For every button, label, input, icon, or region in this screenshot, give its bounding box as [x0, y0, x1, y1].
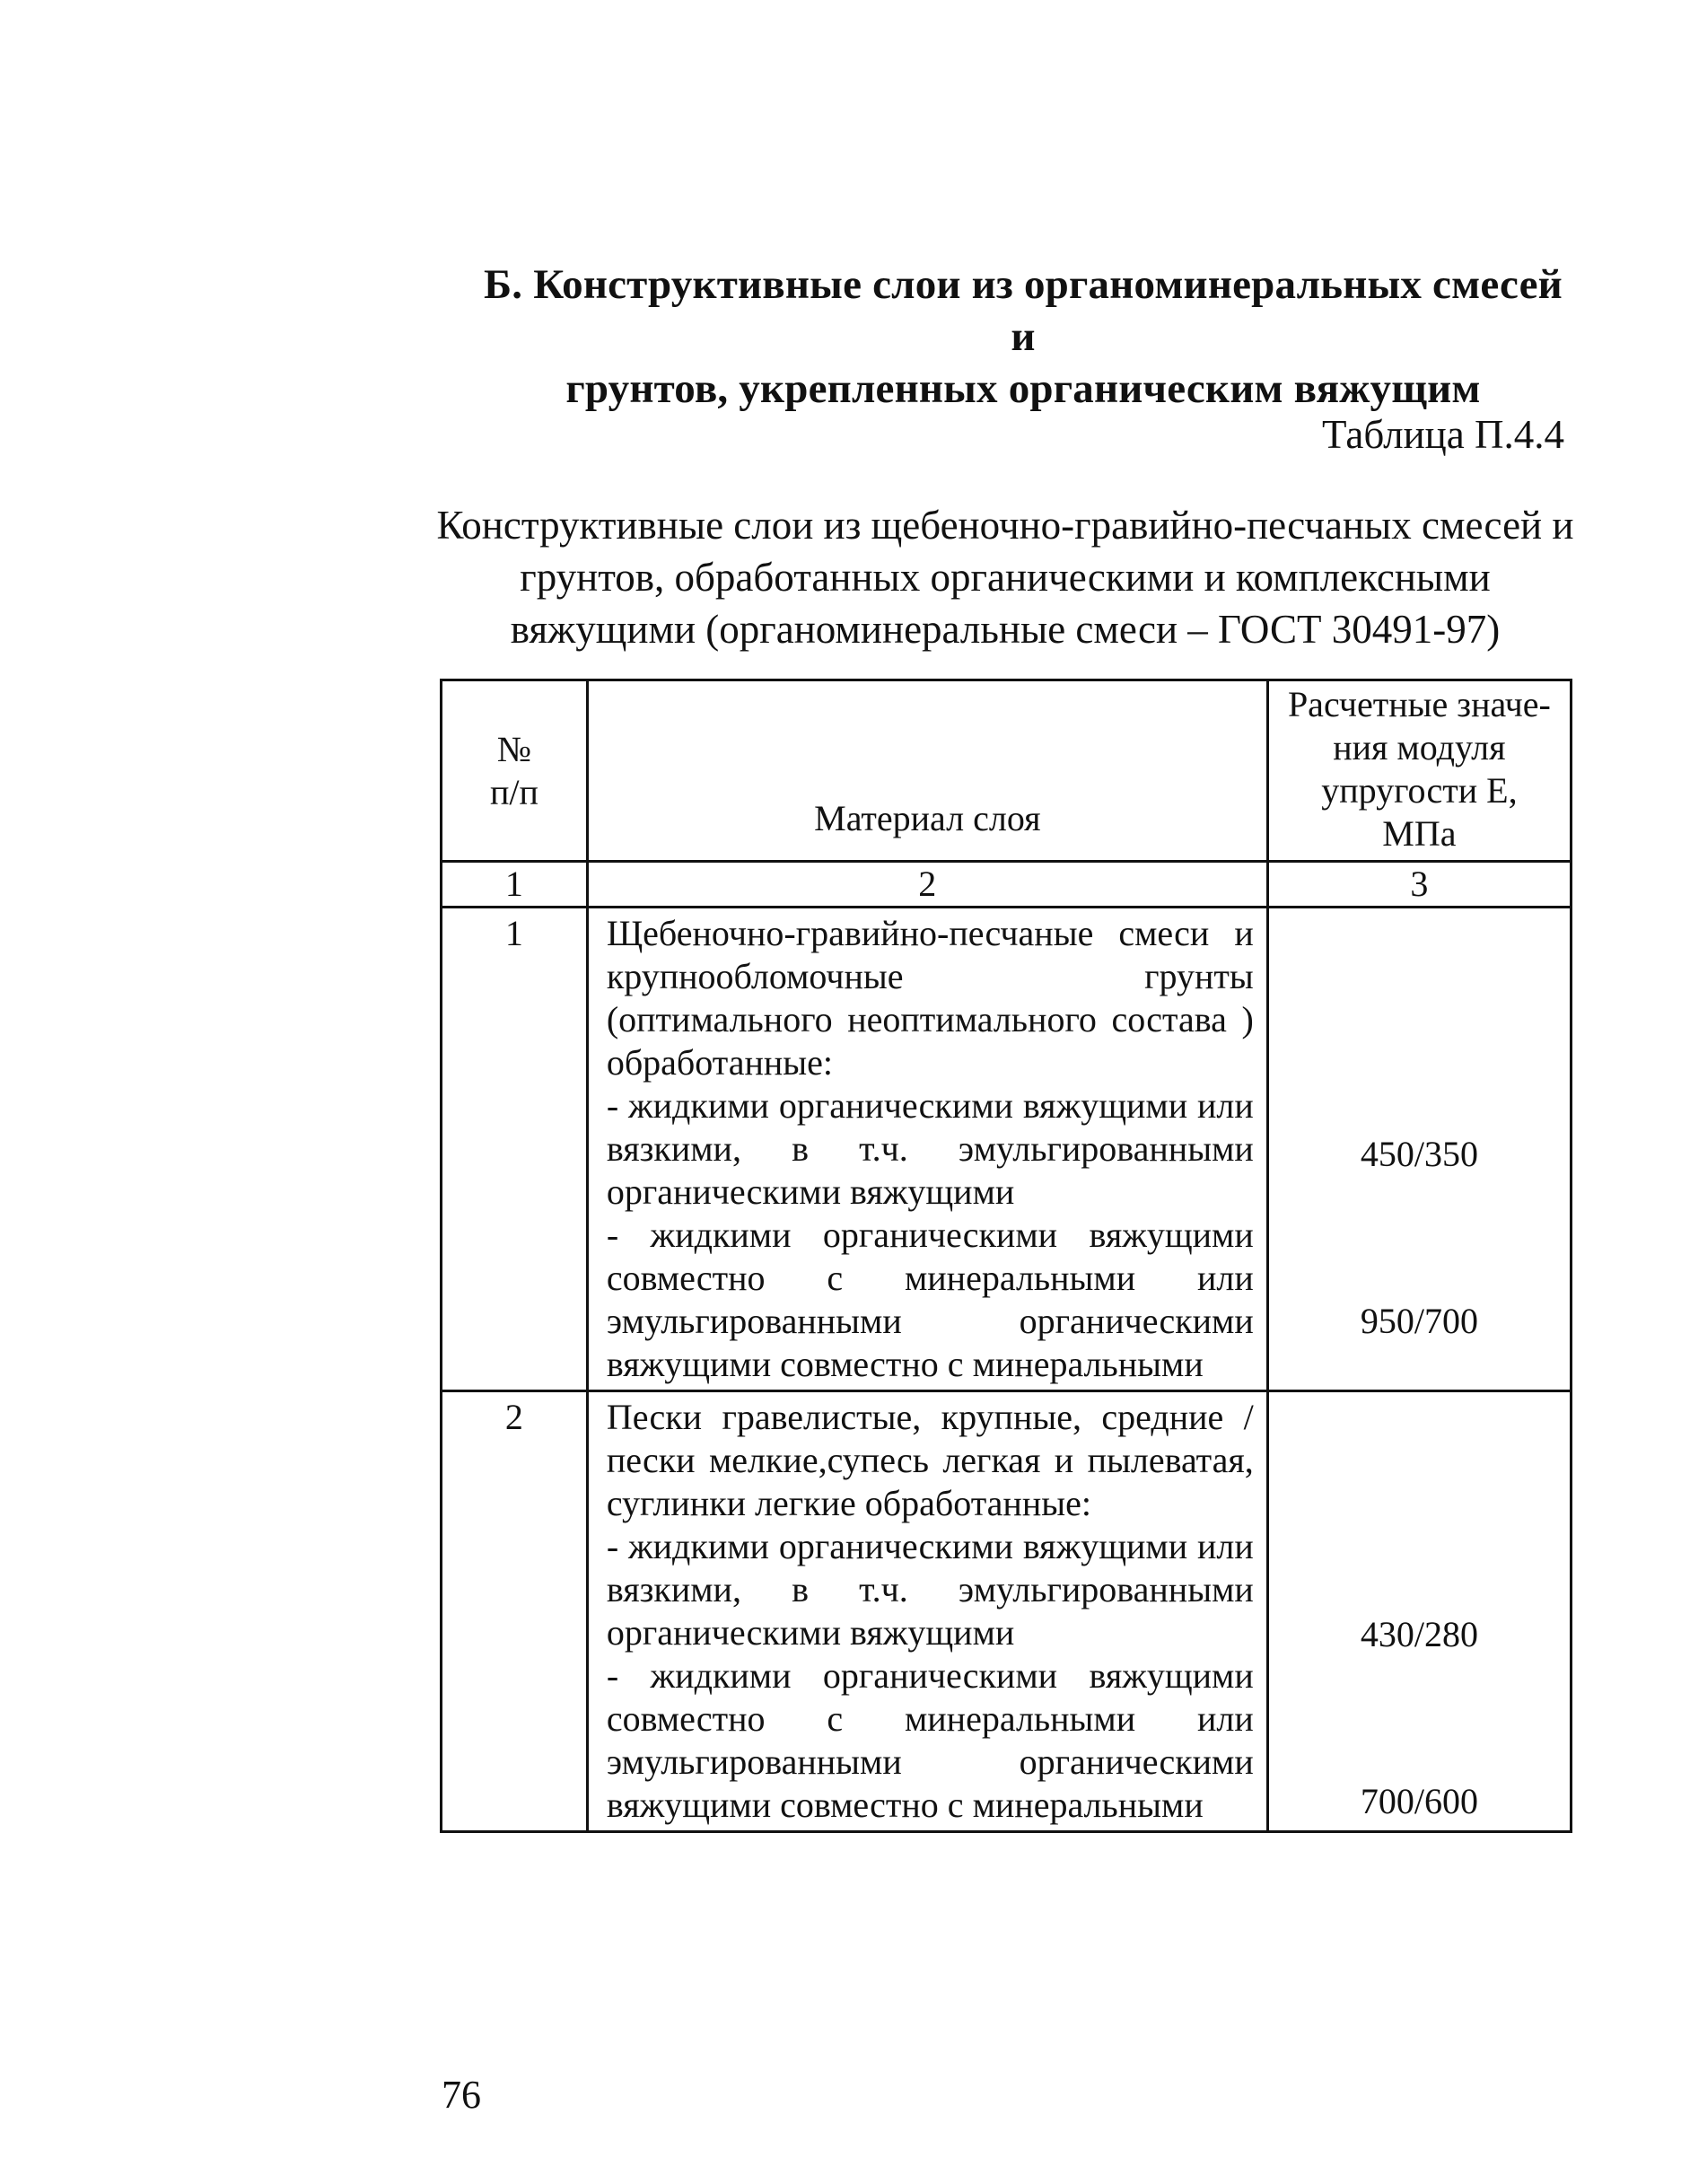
- header-value-line-2: ния модуля: [1333, 727, 1506, 767]
- table-label: Таблица П.4.4: [1322, 412, 1564, 457]
- header-value: [1267, 680, 1571, 862]
- table-caption-line-3: вяжущими (органоминеральные смеси – ГОСТ 30491-97): [510, 607, 1501, 652]
- header-number-line-1: №: [496, 728, 531, 769]
- value-item: 430/280: [1360, 1614, 1478, 1654]
- value-item: 950/700: [1360, 1301, 1478, 1341]
- material-item: - жидкими органическими вяжущими или вязкими, в т.ч. эмульгированными органическими вяжущими: [606, 1085, 1254, 1212]
- index-cell-3: 3: [1267, 862, 1571, 908]
- material-intro: Пески гравелистые, крупные, средние / пески мелкие,супесь легкая и пылеватая, суглинки легкие обработанные:: [606, 1397, 1254, 1523]
- table-row: [442, 908, 1572, 1391]
- row-material: [587, 908, 1267, 1391]
- header-material: Материал слоя: [587, 680, 1267, 862]
- material-item: - жидкими органическими вяжущими совместно с минеральными или эмульгированными органическими вяжущими совместно с минеральными: [606, 1215, 1254, 1384]
- table-header-row: [442, 680, 1572, 862]
- header-number: [442, 680, 588, 862]
- table-index-row: [442, 862, 1572, 908]
- value-item: 700/600: [1360, 1781, 1478, 1821]
- section-title-line-2: грунтов, укрепленных органическим вяжущим: [565, 365, 1481, 412]
- table-caption: [422, 499, 1589, 655]
- index-cell-2: 2: [587, 862, 1267, 908]
- modulus-table: [440, 679, 1572, 1833]
- material-intro: Щебеночно-гравийно-песчаные смеси и крупнообломочные грунты (оптимального неоптимального состава ) обработанные:: [606, 913, 1254, 1083]
- table-caption-line-2: грунтов, обработанных органическими и комплексными: [520, 555, 1491, 600]
- section-title: [467, 259, 1580, 415]
- material-item: - жидкими органическими вяжущими или вязкими, в т.ч. эмульгированными органическими вяжущими: [606, 1526, 1254, 1653]
- table-caption-line-1: Конструктивные слои из щебеночно-гравийно-песчаных смесей и: [436, 503, 1574, 548]
- header-value-line-1: Расчетные значе-: [1287, 684, 1551, 724]
- header-number-line-2: п/п: [489, 771, 538, 812]
- row-values: [1267, 1391, 1571, 1832]
- table-row: [442, 1391, 1572, 1832]
- value-item: 450/350: [1360, 1134, 1478, 1174]
- material-item: - жидкими органическими вяжущими совместно с минеральными или эмульгированными органическими вяжущими совместно с минеральными: [606, 1655, 1254, 1825]
- page-number: 76: [442, 2073, 481, 2117]
- header-value-line-3: упругости Е,: [1321, 770, 1518, 811]
- row-number: 1: [442, 908, 588, 1391]
- header-value-line-4: МПа: [1382, 813, 1457, 854]
- index-cell-1: 1: [442, 862, 588, 908]
- row-number: 2: [442, 1391, 588, 1832]
- section-title-line-1: Б. Конструктивные слои из органоминеральных смесей и: [484, 261, 1563, 360]
- row-material: [587, 1391, 1267, 1832]
- row-values: [1267, 908, 1571, 1391]
